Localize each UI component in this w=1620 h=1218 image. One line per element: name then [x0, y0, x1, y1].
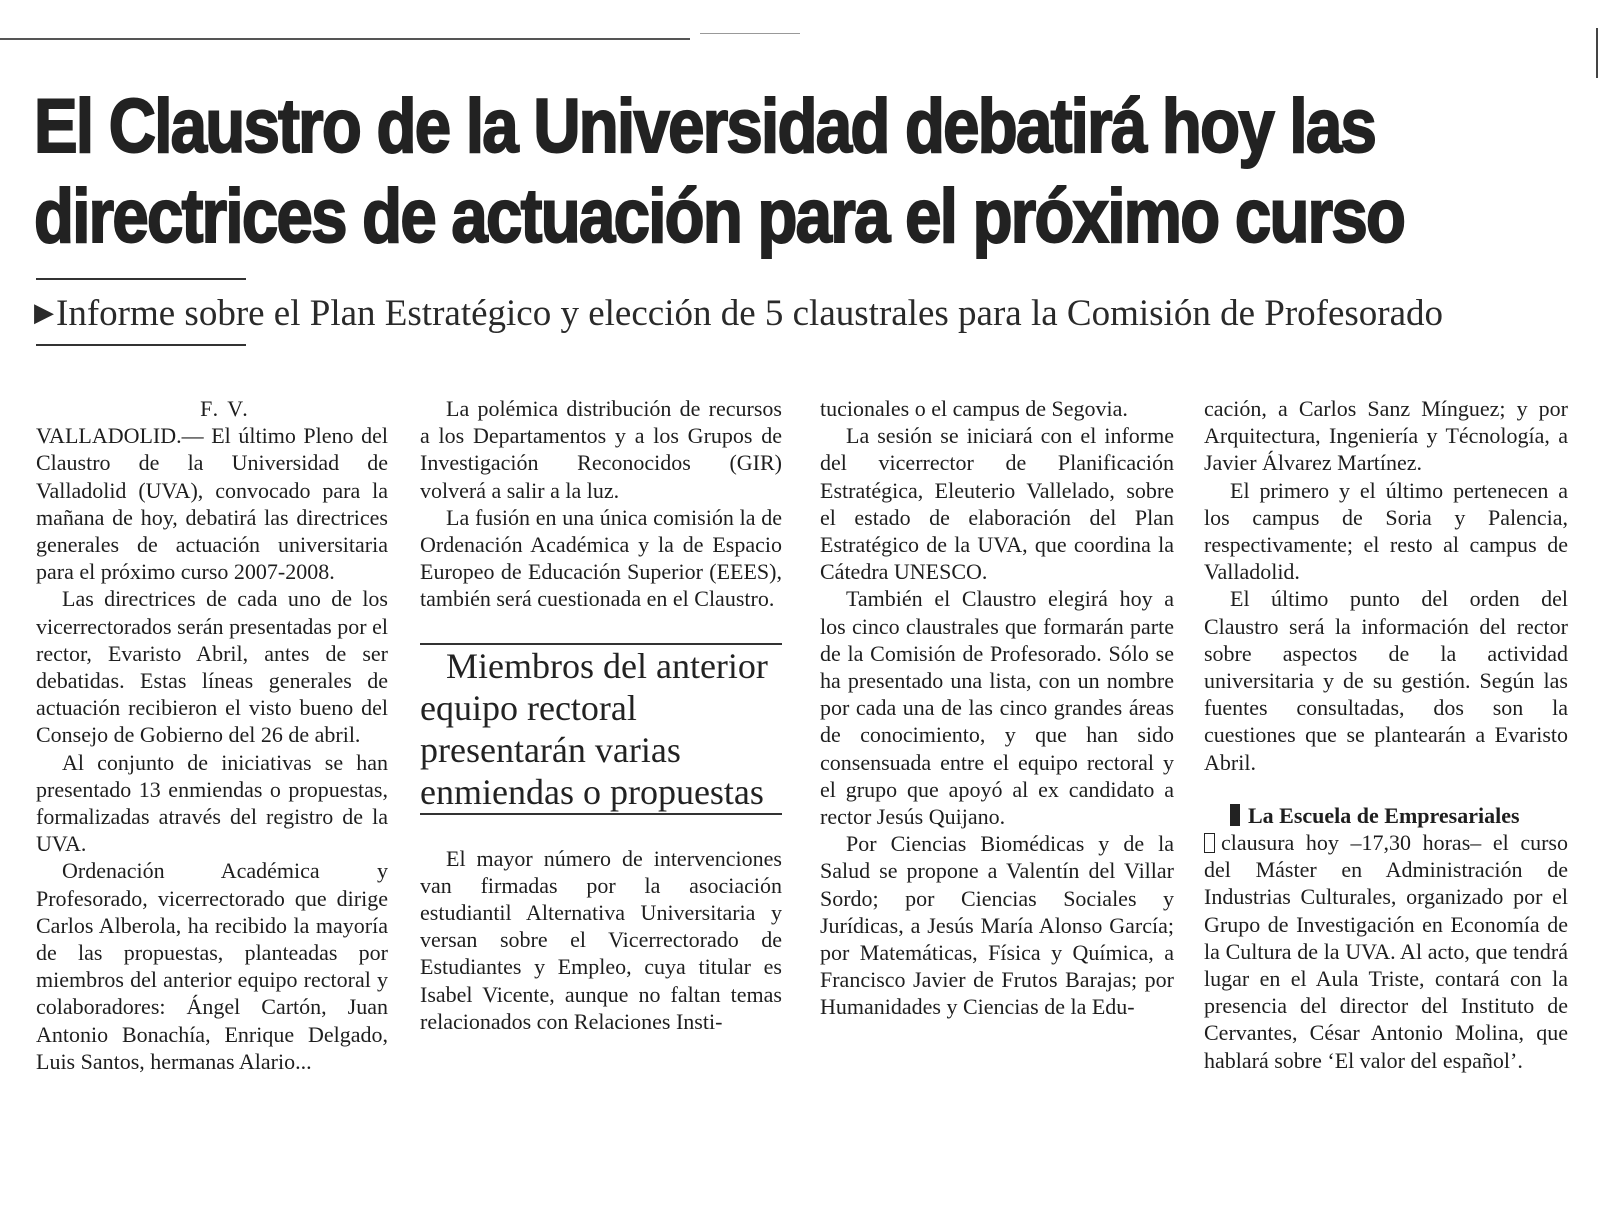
paragraph: cación, a Carlos Sanz Mínguez; y por Arquitectura, Ingeniería y Técnología, a Javier Álvarez Martínez.	[1204, 396, 1568, 476]
subheadline	[34, 290, 1594, 337]
news-brief-body: clausura hoy –17,30 horas– el curso del Máster en Administración de Industrias Culturales, organizado por el Grupo de Investigación en Economía de la Cultura de la UVA. Al acto, que tendrá lugar en el Aula Triste, contará con la presencia del director del Instituto de Cervantes, César Antonio Molina, que hablará sobre ‘El valor del español’.	[1204, 830, 1568, 1073]
paragraph: Las directrices de cada uno de los vicerrectorados serán presentadas por el rector, Evaristo Abril, antes de ser debatidas. Estas líneas generales de actuación recibieron el visto bueno del Consejo de Gobierno del 26 de abril.	[36, 586, 388, 748]
news-brief-lead	[1204, 802, 1568, 829]
scan-edge-line	[700, 33, 800, 34]
headline-line-2: directrices de actuación para el próximo curso	[34, 174, 1405, 259]
paragraph: También el Claustro elegirá hoy a los cinco claustrales que formarán parte de la Comisión de Profesorado. Sólo se ha presentado una lista, con un nombre por cada una de las cinco grandes áreas de conocimiento, y que han sido consensuada entre el equipo rectoral y el grupo que apoyó al ex candidato a rector Jesús Quijano.	[820, 586, 1174, 830]
byline: F. V.	[200, 396, 250, 421]
scan-edge-line	[0, 38, 690, 40]
paragraph: La fusión en una única comisión la de Ordenación Académica y la de Espacio Europeo de Educación Superior (EEES), también será cuestionada en el Claustro.	[420, 504, 782, 612]
paragraph: tucionales o el campus de Segovia.	[820, 396, 1128, 421]
paragraph: Al conjunto de iniciativas se han presentado 13 enmiendas o propuestas, formalizadas através del registro de la UVA.	[36, 749, 388, 857]
headline-line-1: El Claustro de la Universidad debatirá hoy las	[34, 84, 1376, 169]
box-glyph-icon	[1204, 833, 1215, 853]
triangle-bullet-icon: ▶	[34, 298, 54, 327]
subheadline-text: Informe sobre el Plan Estratégico y elección de 5 claustrales para la Comisión de Profesorado	[56, 293, 1444, 334]
paragraph: El mayor número de intervenciones van firmadas por la asociación estudiantil Alternativa Universitaria y versan sobre el Vicerrectorado de Estudiantes y Empleo, cuya titular es Isabel Vicente, aunque no faltan temas relacionados con Relaciones Insti-	[420, 845, 782, 1034]
article-column-1	[36, 395, 388, 1075]
block-marker-icon	[1230, 804, 1240, 826]
headline	[34, 82, 1405, 262]
divider-rule	[36, 278, 246, 280]
pull-quote: Miembros del anterior equipo rectoral presentarán varias enmiendas o propuestas	[420, 645, 768, 812]
paragraph: El primero y el último pertenecen a los campus de Soria y Palencia, respectivamente; el resto al campus de Valladolid.	[1204, 477, 1568, 585]
article-column-4	[1204, 395, 1568, 1074]
article-column-3	[820, 395, 1174, 1021]
pull-quote-bottom-rule	[420, 813, 782, 815]
paragraph: Ordenación Académica y Profesorado, vicerrectorado que dirige Carlos Alberola, ha recibido la mayoría de las propuestas, planteadas por miembros del anterior equipo rectoral y colaboradores: Ángel Cartón, Juan Antonio Bonachía, Enrique Delgado, Luis Santos, hermanas Alario...	[36, 858, 388, 1074]
paragraph: Por Ciencias Biomédicas y de la Salud se propone a Valentín del Villar Sordo; por Ciencias Sociales y Jurídicas, a Jesús María Alonso García; por Matemáticas, Física y Química, a Francisco Javier de Frutos Barajas; por Humanidades y Ciencias de la Edu-	[820, 831, 1174, 1020]
divider-rule	[36, 344, 246, 346]
scan-edge-line	[1596, 28, 1598, 78]
news-brief-lead-text: La Escuela de Empresariales	[1248, 802, 1520, 828]
paragraph: VALLADOLID.— El último Pleno del Claustro de la Universidad de Valladolid (UVA), convocado para la mañana de hoy, debatirá las directrices generales de actuación universitaria para el próximo curso 2007-2008.	[36, 423, 388, 585]
news-brief-text	[1204, 829, 1568, 1074]
paragraph: La polémica distribución de recursos a los Departamentos y a los Grupos de Investigación Reconocidos (GIR) volverá a salir a la luz.	[420, 396, 782, 503]
paragraph: El último punto del orden del Claustro será la información del rector sobre aspectos de la actividad universitaria y de su gestión. Según las fuentes consultadas, dos son la cuestiones que se plantearán a Evaristo Abril.	[1204, 586, 1568, 775]
paragraph: La sesión se iniciará con el informe del vicerrector de Planificación Estratégica, Eleuterio Vallelado, sobre el estado de elaboración del Plan Estratégico de la UVA, que coordina la Cátedra UNESCO.	[820, 423, 1174, 585]
news-brief	[1204, 802, 1568, 1074]
article-column-2	[420, 395, 782, 1035]
